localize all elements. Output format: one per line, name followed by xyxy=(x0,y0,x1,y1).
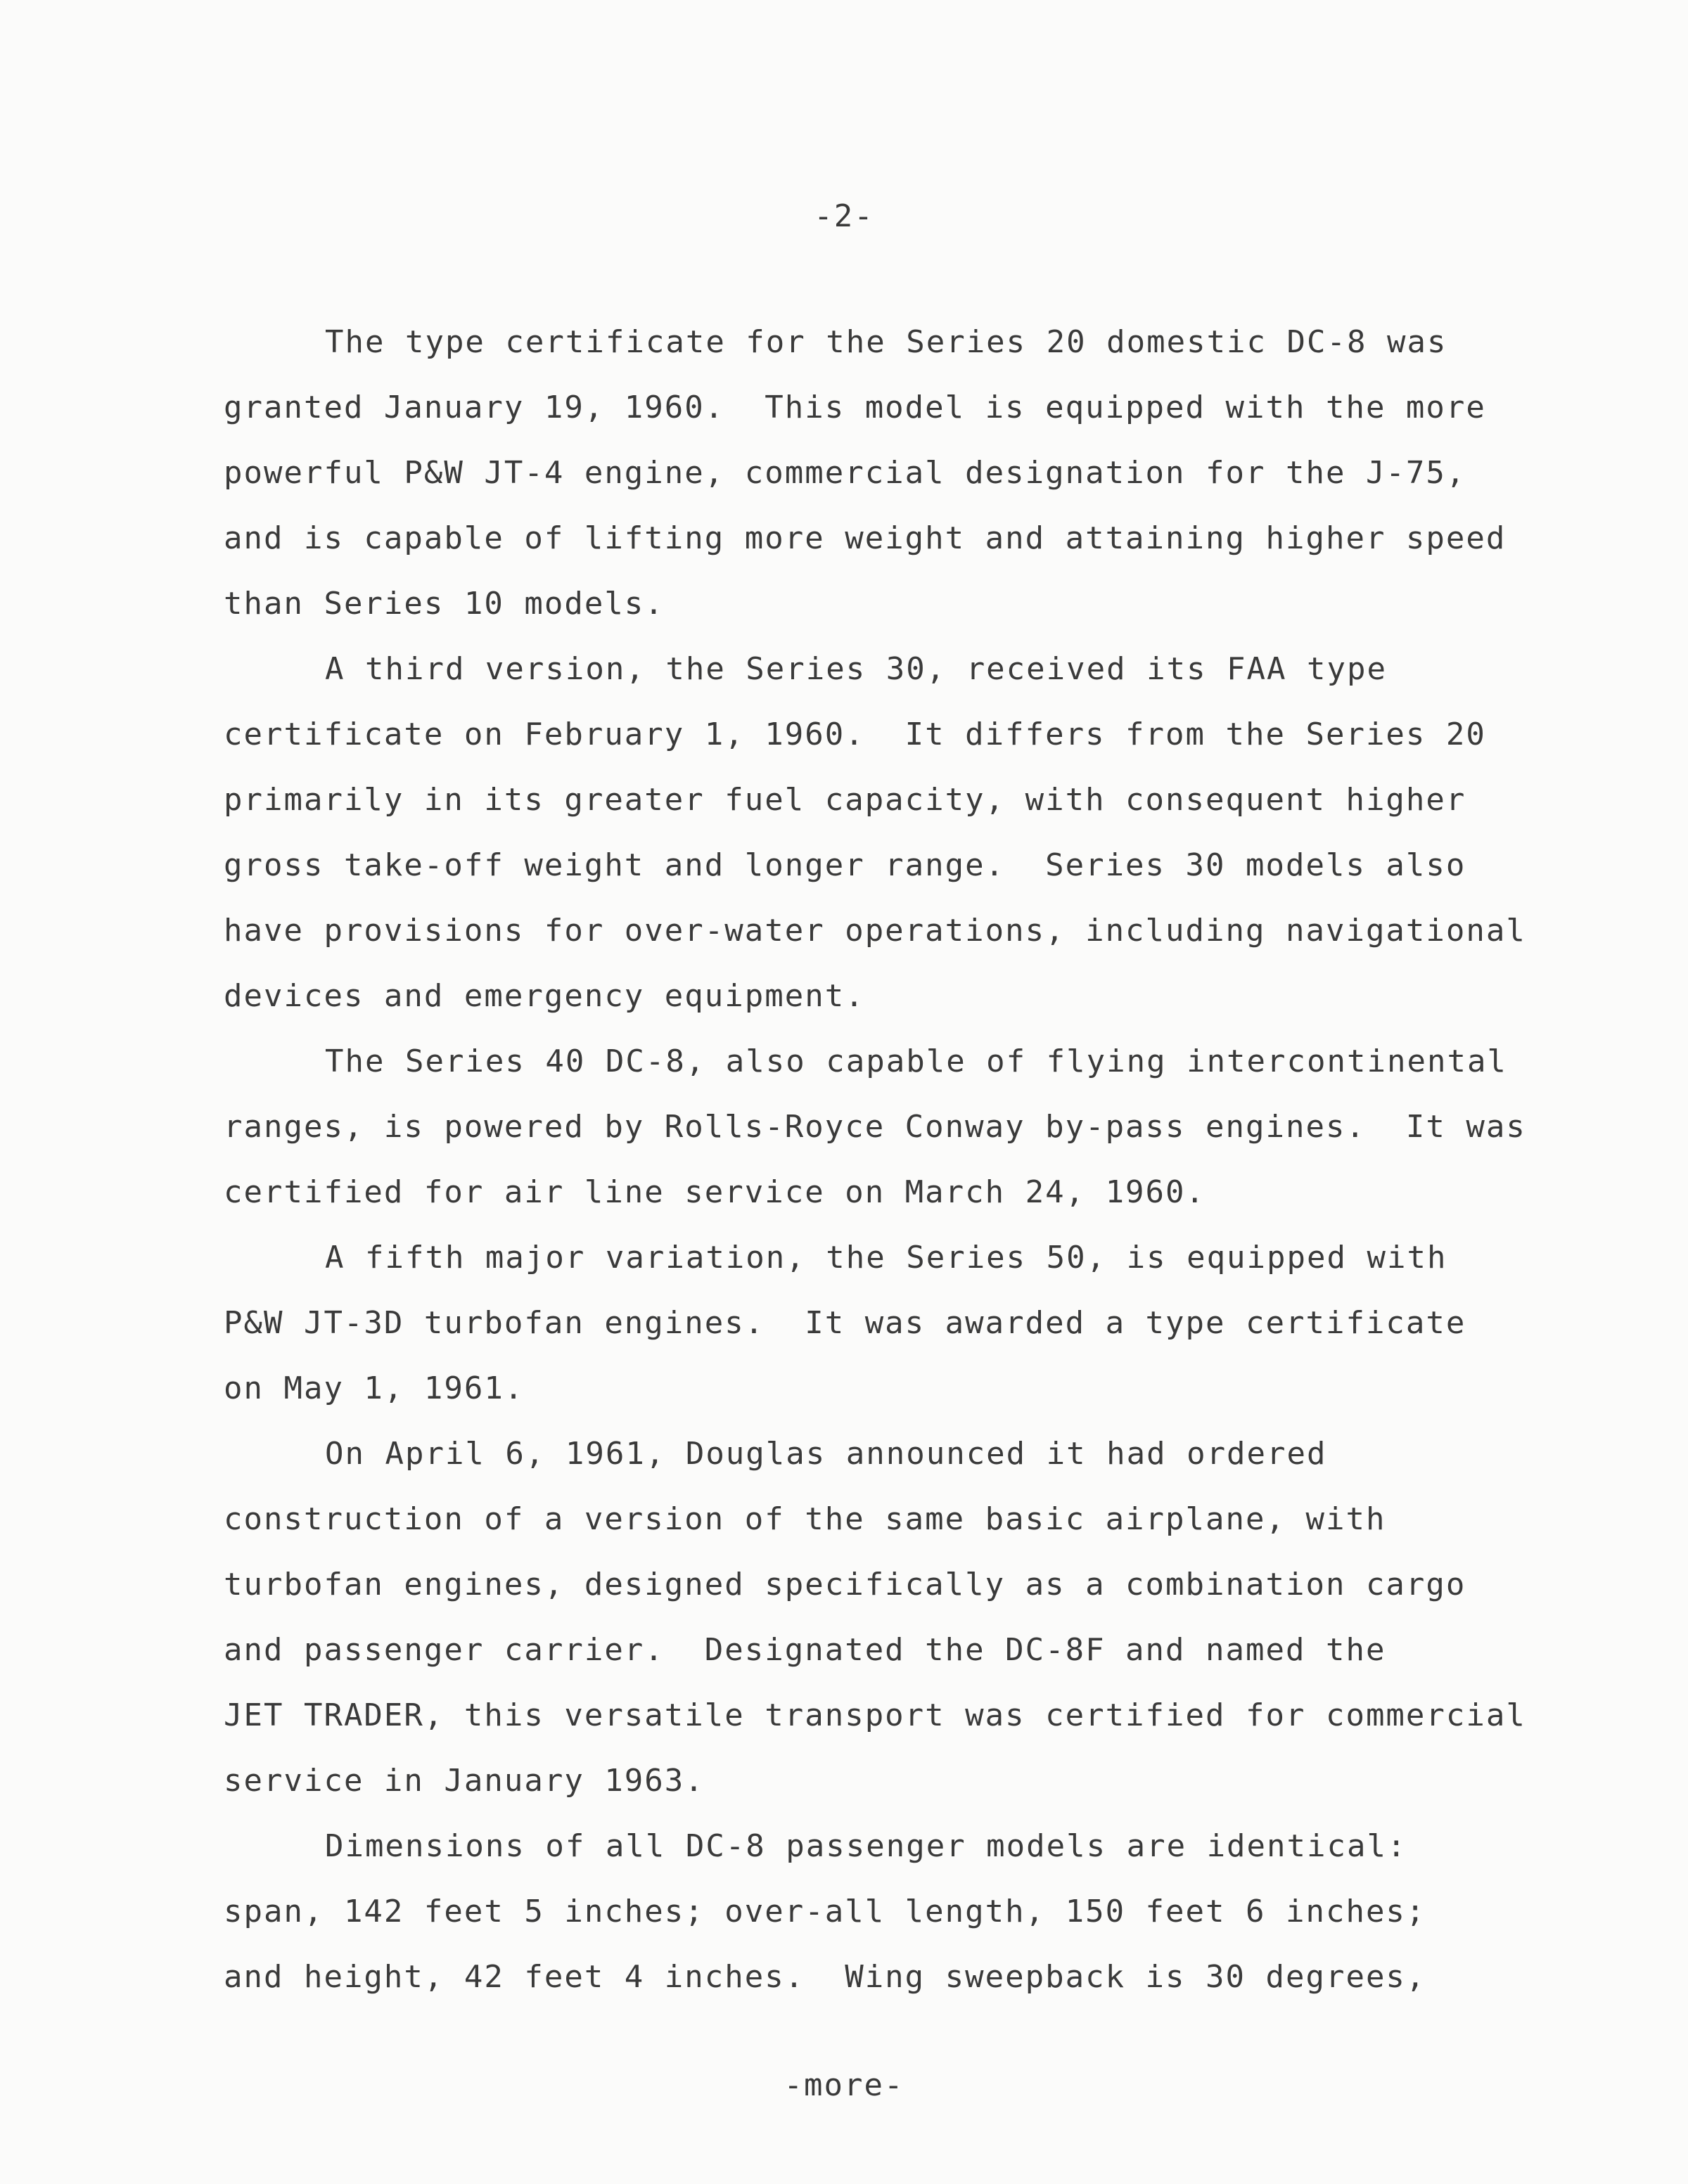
paragraph-line: JET TRADER, this versatile transport was certified for commercial xyxy=(224,1697,1526,1733)
paragraph-line: than Series 10 models. xyxy=(224,586,665,622)
paragraph-line: and height, 42 feet 4 inches. Wing sweepback is 30 degrees, xyxy=(224,1959,1426,1995)
paragraph-first-line: The Series 40 DC-8, also capable of flying intercontinental xyxy=(325,1043,1507,1079)
paragraph-line: service in January 1963. xyxy=(224,1763,705,1799)
paragraph-first-line: The type certificate for the Series 20 domestic DC-8 was xyxy=(325,324,1447,360)
paragraph-first-line: A third version, the Series 30, received its FAA type xyxy=(325,651,1387,687)
paragraph-line: P&W JT-3D turbofan engines. It was awarded a type certificate xyxy=(224,1305,1466,1341)
paragraph-line: certified for air line service on March 24, 1960. xyxy=(224,1174,1206,1210)
paragraph-first-line: A fifth major variation, the Series 50, is equipped with xyxy=(325,1240,1447,1276)
paragraph-line: gross take-off weight and longer range. Series 30 models also xyxy=(224,847,1466,883)
paragraph-line: on May 1, 1961. xyxy=(224,1370,525,1406)
paragraph-first-line: Dimensions of all DC-8 passenger models are identical: xyxy=(325,1828,1407,1864)
paragraph-line: ranges, is powered by Rolls-Royce Conway by-pass engines. It was xyxy=(224,1109,1526,1145)
continued-marker: -more- xyxy=(784,2067,904,2103)
page-number: -2- xyxy=(814,198,874,234)
paragraph-line: and passenger carrier. Designated the DC-8F and named the xyxy=(224,1632,1386,1668)
paragraph-line: granted January 19, 1960. This model is equipped with the more xyxy=(224,390,1486,425)
paragraph-line: span, 142 feet 5 inches; over-all length, 150 feet 6 inches; xyxy=(224,1894,1426,1929)
paragraph-line: certificate on February 1, 1960. It differs from the Series 20 xyxy=(224,717,1486,752)
paragraph-line: powerful P&W JT-4 engine, commercial designation for the J-75, xyxy=(224,455,1466,491)
paragraph-line: have provisions for over-water operations, including navigational xyxy=(224,913,1526,949)
paragraph-line: primarily in its greater fuel capacity, with consequent higher xyxy=(224,782,1466,818)
paragraph-line: devices and emergency equipment. xyxy=(224,978,865,1014)
paragraph-first-line: On April 6, 1961, Douglas announced it had ordered xyxy=(325,1436,1327,1472)
paragraph-line: turbofan engines, designed specifically as a combination cargo xyxy=(224,1567,1466,1602)
body-text xyxy=(224,309,1560,2010)
paragraph-line: construction of a version of the same basic airplane, with xyxy=(224,1501,1386,1537)
paragraph-line: and is capable of lifting more weight and attaining higher speed xyxy=(224,520,1507,556)
